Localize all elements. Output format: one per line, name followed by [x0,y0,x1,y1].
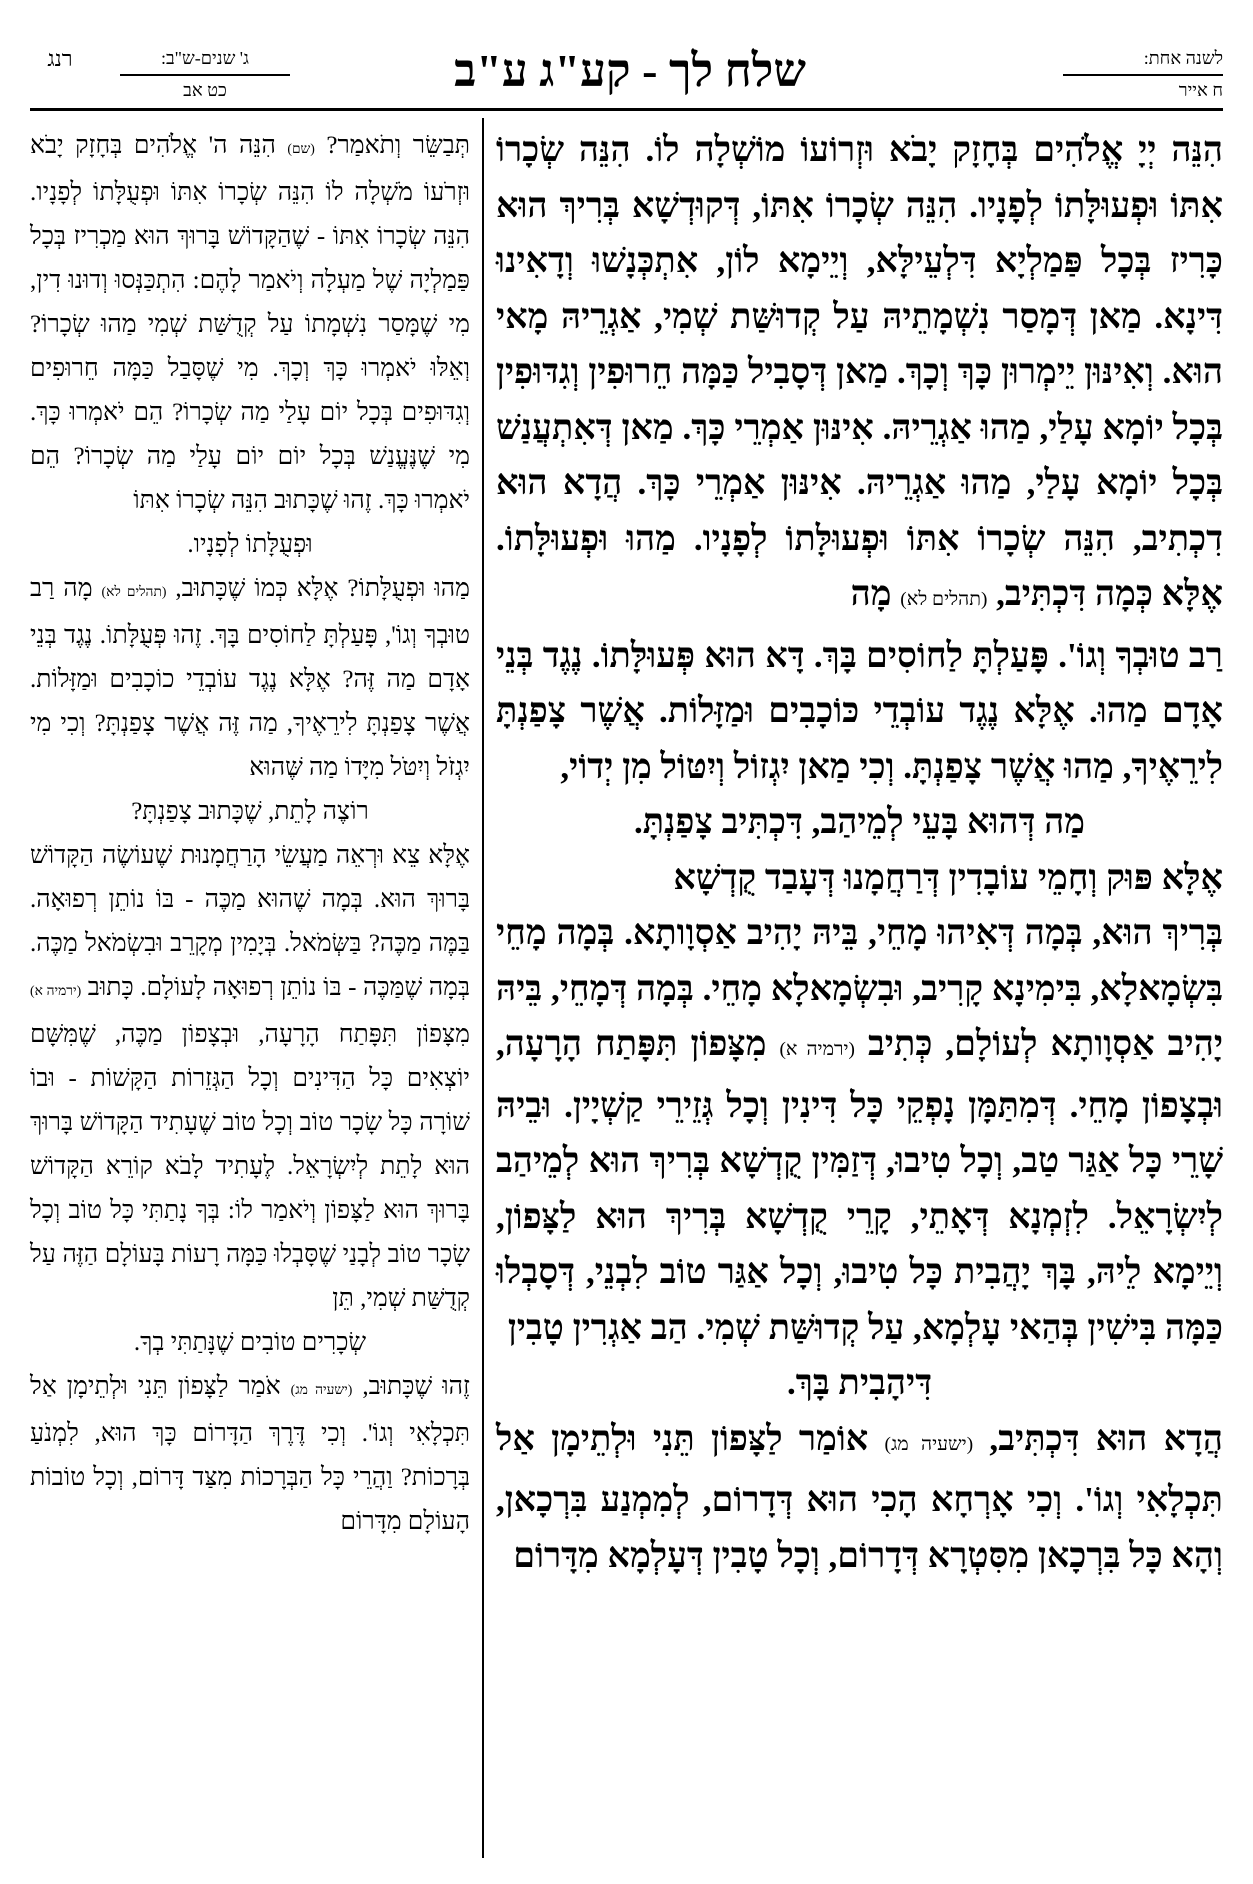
source-reference: (ירמיה א) [779,1039,855,1060]
schedule-date: כט אב [120,74,290,104]
main-paragraph: רַב טוּבְךָ וְגוֹ'. פָּעַלְתָּ לַחוֹסִים בָּךְ. דָּא הוּא פְּעוּלָּתוֹ. נֶגֶד בְּנֵי אָדָם מַהוּ. אֶלָּא נֶגֶד עוֹבְדֵי כּוֹכָבִים וּמַזָּלוֹת. אֲשֶׁר צָפַנְתָּ לִירֵאֶיךָ, מַהוּ אֲשֶׁר צָפַנְתָּ. וְכִי מַאן יִגְזוֹל וְיִטּוֹל מִן יְדוֹי, [496,635,1223,786]
commentary-paragraph: תְּבַשֵּׂר וְתֹאמַר? (שם) הִנֵּה ה' אֱלֹהִים בְּחָזָק יָבֹא וּזְרֹעוֹ מֹשְׁלָה לוֹ הִנֵּה שְׂכָרוֹ אִתּוֹ וּפְעֻלָּתוֹ לְפָנָיו. הִנֵּה שְׂכָרוֹ אִתּוֹ - שֶׁהַקָּדוֹשׁ בָּרוּךְ הוּא מַכְרִיז בְּכָל פַּמַלְיָה שֶׁל מַעְלָה וְיֹאמַר לָהֶם: הִתְכַּנְּסוּ וְדוּנוּ דִין, מִי שֶׁמָּסַר נִשְׁמָתוֹ עַל קְדֻשַּׁת שְׁמִי מַהוּ שְׂכָרוֹ? וְאֵלּוּ יֹאמְרוּ כָּךְ וְכָךְ. מִי שֶׁסָּבַל כַּמָּה חֵרוּפִים וְגִדּוּפִים בְּכָל יוֹם עָלַי מַה שְׂכָרוֹ? הֵם יֹאמְרוּ כָּךְ. מִי שֶׁנֶּעֱנַשׁ בְּכָל יוֹם יוֹם עָלַי מַה שְׂכָרוֹ? הֵם יֹאמְרוּ כָּךְ. זֶהוּ שֶׁכָּתוּב הִנֵּה שְׂכָרוֹ אִתּוֹ [30,132,471,514]
page-number: רנג [47,46,73,71]
main-paragraph: אֶלָּא פּוּק וְחָמֵי עוֹבָדִין דְּרַחֲמָנוּ דְּעָבַד קֻדְשָׁא [673,857,1223,897]
commentary-paragraph: וּפְעֻלָּתוֹ לְפָנָיו. [187,531,313,558]
schedule-date: ח אייר [1063,74,1223,104]
commentary-paragraph: זֶהוּ שֶׁכָּתוּב, (ישעיה מג) אֹמַר לַצָּפוֹן תֵּנִי וּלְתֵימָן אַל תִּכְלָאִי וְגוֹ'. וְכִי דֶּרֶךְ הַדָּרוֹם כָּךְ הוּא, לִמְנֹעַ בְּרָכוֹת? וַהֲרֵי כָּל הַבְּרָכוֹת מִצַּד דָּרוֹם, וְכָל טוֹבוֹת הָעוֹלָם מִדָּרוֹם [30,1373,470,1535]
schedule-label: ג' שנים-ש"ב: [161,48,249,68]
main-text-column [496,122,1223,1583]
source-reference: (תהלים לא) [900,589,988,610]
main-paragraph: הִנֵּה יְיָ אֱלֹהִים בְּחָזָק יָבֹא וּזְרוֹעוֹ מוֹשְׁלָה לוֹ. הִנֵּה שְׂכָרוֹ אִתּוֹ וּפְעוּלָּתוֹ לְפָנָיו. הִנֵּה שְׂכָרוֹ אִתּוֹ, דְּקוּדְשָׁא בְּרִיךְ הוּא כָּרִיז בְּכָל פַּמַלְיָא דִּלְעֵילָּא, וְיֵימָא לוֹן, אִתְכְּנָשׁוּ וְדָאִינוּ דִּינָא. מַאן דְּמָסַר נִשְׁמָתֵיהּ עַל קְדוּשַּׁת שְׁמִי, אַגְרֵיהּ מָאי הוּא. וְאִינּוּן יֵימְרוּן כָּךְ וְכָךְ. מַאן דְּסָבִיל כַּמָּה חֵרוּפִין וְגִדּוּפִין בְּכָל יוֹמָא עָלַי, מַהוּ אַגְרֵיהּ. אִינּוּן אַמְרֵי כָּךְ. מַאן דְּאִתְעֲנַשׁ בְּכָל יוֹמָא עָלַי, מַהוּ אַגְרֵיהּ. אִינּוּן אַמְרֵי כָּךְ. הֲדָא הוּא דִכְתִיב, הִנֵּה שְׂכָרוֹ אִתּוֹ וּפְעוּלָּתוֹ לְפָנָיו. מַהוּ וּפְעוּלָּתוֹ. אֶלָּא כְּמָה דִּכְתִּיב, (תהלים לא) מָה [496,130,1223,613]
source-reference: (ישעיה מג) [290,1382,353,1397]
column-divider [482,118,484,1858]
main-paragraph: בְּרִיךְ הוּא, בְּמָה דְּאִיהוּ מָחֵי, בֵּיהּ יָהִיב אַסְוָותָא. בְּמָה מָחֵי בִּשְׂמָאלָא, בִּימִינָא קָרִיב, וּבִשְׂמָאלָא מָחֵי. בְּמָה דְּמָחֵי, בֵּיהּ יָהִיב אַסְוָותָא לְעוֹלָם, כְּתִיב (ירמיה א) מִצָּפוֹן תִּפָּתַח הָרָעָה, וּבְצָפוֹן מָחֵי. דְּמִתַּמָּן נָפְקֵי כָּל דִּינִין וְכָל גְּזֵירֵי קַשְׁיָין. וּבֵיהּ שָׁרֵי כָּל אַגַּר טַב, וְכָל טִיבוּ, דְּזַמִּין קֻדְשָׁא בְּרִיךְ הוּא לְמֵיהַב לְיִשְׂרָאֵל. לִזְמְנָא דְּאָתֵי, קָרֵי קֻדְשָׁא בְּרִיךְ הוּא לַצָּפוֹן, וְיֵימָא לֵיהּ, בָּךְ יָהֲבִית כָּל טִיבוּ, וְכָל אַגַּר טוֹב לִבְנֵי, דְּסָבְלוּ כַּמָּה בִּישִׁין בְּהַאי עָלְמָא, עַל קְדוּשַּׁת שְׁמִי. הַב אַגְרִין טָבִין [496,913,1223,1347]
source-reference: (ישעיה מג) [884,1433,974,1455]
page-header [30,38,1223,108]
commentary-paragraph: שְׂכָרִים טוֹבִים שֶׁנָּתַתִּי בְךָ. [133,1329,367,1356]
main-paragraph: מַה דְּהוּא בָּעֵי לְמֵיהַב, דִּכְתִּיב צָפַנְתָּ. [633,802,1086,841]
source-reference: (ירמיה א) [30,983,82,998]
schedule-label: לשנה אחת: [1143,48,1223,68]
main-paragraph: הֲדָא הוּא דִּכְתִּיב, (ישעיה מג) אוֹמַר לַצָּפוֹן תֵּנִי וּלְתֵימָן אַל תִּכְלָאִי וְגוֹ'. וְכִי אָרְחָא הָכִי הוּא דְּדָרוֹם, לְמִמְנַע בִּרְכָאן, וְהָא כָּל בִּרְכָאן מִסִּטְרָא דְּדָרוֹם, וְכָל טָבִין דְּעָלְמָא מִדָּרוֹם [496,1418,1224,1575]
source-reference: (שם) [287,141,315,156]
source-reference: (תהלים לא) [101,584,167,599]
daily-schedule-three-years [120,44,290,104]
page-title: שלח לך - קע"ג ע"ב [454,45,806,96]
commentary-paragraph: רוֹצֶה לָתֵת, שֶׁכָּתוּב צָפַנְתָּ? [131,798,369,825]
main-paragraph: דִּיהָבִית בָּךְ. [786,1363,933,1402]
commentary-paragraph: אֶלָּא צֵא וּרְאֵה מַעֲשֵׂי הָרַחֲמָנוּת שֶׁעוֹשֶׂה הַקָּדוֹשׁ בָּרוּךְ הוּא. בְּמָה שֶׁהוּא מַכֶּה - בּוֹ נוֹתֵן רְפוּאָה. בַּמֶּה מַכֶּה? בַּשְּׂמֹאל. בְּיָמִין מְקָרֵב וּבִשְׂמֹאל מַכֶּה. בְּמָה שֶׁמַּכֶּה - בּוֹ נוֹתֵן רְפוּאָה לָעוֹלָם. כָּתוּב (ירמיה א) מִצָּפוֹן תִּפָּתַח הָרָעָה, וּבְצָפוֹן מַכֶּה, שֶׁמִּשָּׁם יוֹצְאִים כָּל הַדִּינִים וְכָל הַגְּזֵרוֹת הַקָּשׁוֹת - וּבוֹ שׁוֹרָה כָּל שָׂכָר טוֹב וְכָל טוֹב שֶׁעָתִיד הַקָּדוֹשׁ בָּרוּךְ הוּא לָתֵת לְיִשְׂרָאֵל. לֶעָתִיד לָבֹא קוֹרֵא הַקָּדוֹשׁ בָּרוּךְ הוּא לַצָּפוֹן וְיֹאמַר לוֹ: בְּךָ נָתַתִּי כָּל טוֹב וְכָל שָׂכָר טוֹב לְבָנַי שֶׁסָּבְלוּ כַּמָּה רָעוֹת בָּעוֹלָם הַזֶּה עַל קְדֻשַּׁת שְׁמִי, תֵּן [30,842,471,1312]
daily-schedule-one-year [1063,44,1223,104]
commentary-column [30,124,470,1544]
header-rule [30,108,1223,111]
commentary-paragraph: מַהוּ וּפְעֻלָּתוֹ? אֶלָּא כְּמוֹ שֶׁכָּתוּב, (תהלים לא) מָה רַב טוּבְךָ וְגוֹ', פָּעַלְתָּ לַחוֹסִים בָּךְ. זֶהוּ פְּעֻלָּתוֹ. נֶגֶד בְּנֵי אָדָם מַה זֶּה? אֶלָּא נֶגֶד עוֹבְדֵי כוֹכָבִים וּמַזָּלוֹת. אֲשֶׁר צָפַנְתָּ לִירֵאֶיךָ, מַה זֶּה אֲשֶׁר צָפַנְתָּ? וְכִי מִי יִגְזֹל וְיִטֹּל מִיָּדוֹ מַה שֶּׁהוּא [30,575,470,781]
